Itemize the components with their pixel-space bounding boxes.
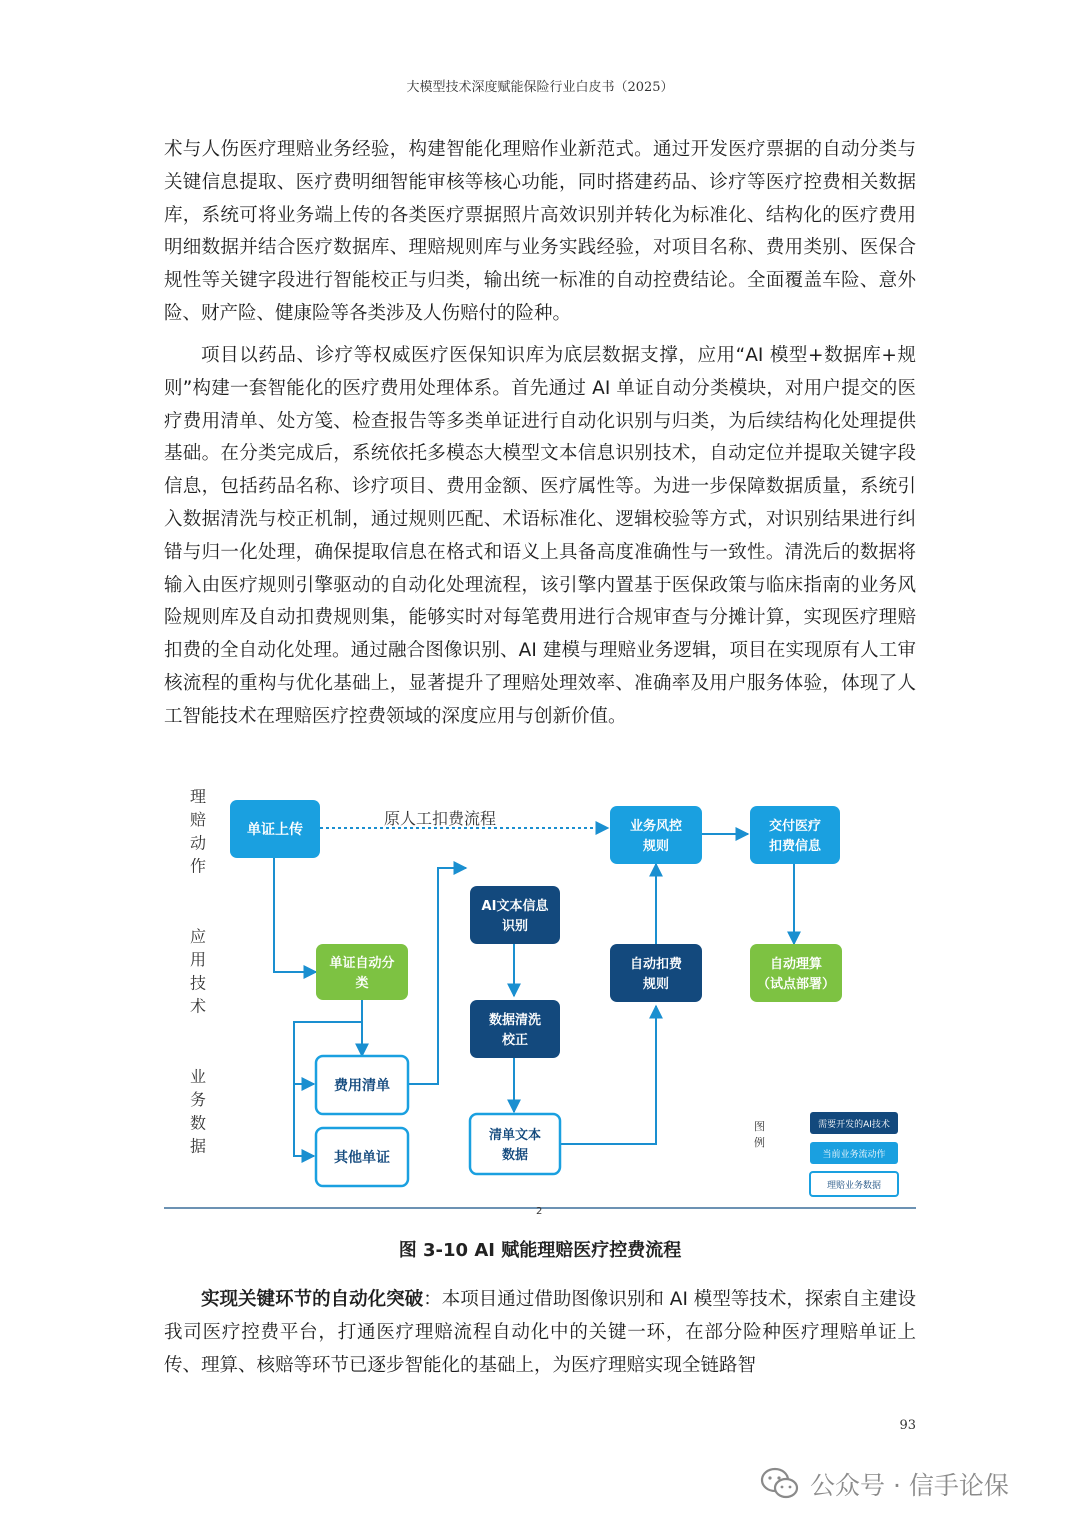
svg-text:单证自动分: 单证自动分 [329, 956, 395, 971]
wechat-watermark [760, 1462, 1009, 1506]
paragraph-3-lead: 实现关键环节的自动化突破 [201, 1289, 424, 1310]
lane-label-action: 理赔动作 [190, 787, 207, 876]
edge-upload-to-classify [274, 858, 316, 972]
node-text-data [470, 1114, 560, 1174]
svg-text:扣费信息: 扣费信息 [768, 839, 822, 854]
edge-fee-to-ai [408, 868, 466, 1084]
svg-text:校正: 校正 [501, 1033, 529, 1048]
svg-text:自动理算: 自动理算 [769, 957, 823, 972]
svg-text:费用清单: 费用清单 [334, 1078, 390, 1094]
wechat-icon [760, 1467, 800, 1501]
paragraph-3 [164, 1284, 916, 1382]
node-auto-calc [750, 944, 842, 1002]
paragraph-3-body: ：本项目通过借助图像识别和 AI 模型等技术，探索自主建设我司医疗控费平台，打通医疗理赔流程自动化中的关键一环，在部分险种医疗理赔单证上传、理算、核赔等环节已逐步智能化的基础上，为医疗理赔实现全链路智 [164, 1289, 916, 1376]
edge-data-to-deduct [560, 1006, 656, 1144]
figure-caption: 图 3-10 AI 赋能理赔医疗控费流程 [398, 1240, 682, 1261]
svg-text:理赔业务数据: 理赔业务数据 [826, 1181, 882, 1191]
paragraph-1: 术与人伤医疗理赔业务经验，构建智能化理赔作业新范式。通过开发医疗票据的自动分类与关键信息提取、医疗费明细智能审核等核心功能，同时搭建药品、诊疗等医疗控费相关数据库，系统可将业务端上传的各类医疗票据照片高效识别并转化为标准化、结构化的医疗费用明细数据并结合医疗数据库、理赔规则库与业务实践经验，对项目名称、费用类别、医保合规性等关键字段进行智能校正与归类，输出统一标准的自动控费结论。全面覆盖车险、意外险、财产险、健康险等各类涉及人伤赔付的险种。 [164, 139, 916, 324]
legend-title: 图例 [754, 1120, 765, 1149]
svg-text:规则: 规则 [642, 977, 670, 992]
node-risk-rules [610, 806, 702, 864]
svg-text:数据: 数据 [501, 1148, 529, 1163]
node-auto-classify [316, 944, 408, 1000]
flow-diagram [164, 780, 916, 1220]
watermark-text: 公众号 · 信手论保 [810, 1471, 1009, 1500]
legend-ai [810, 1112, 898, 1134]
svg-text:清单文本: 清单文本 [488, 1128, 542, 1143]
dashed-flow-label: 原人工扣费流程 [384, 809, 497, 828]
svg-text:单证上传: 单证上传 [247, 822, 303, 838]
svg-text:自动扣费: 自动扣费 [629, 957, 683, 972]
legend-action [810, 1142, 898, 1164]
page-number: 93 [899, 1418, 916, 1433]
figure-page-mark: 2 [536, 1206, 543, 1217]
svg-text:当前业务流动作: 当前业务流动作 [822, 1150, 886, 1160]
svg-text:（试点部署）: （试点部署） [756, 977, 836, 992]
lane-label-tech: 应用技术 [190, 927, 207, 1016]
node-auto-deduct [610, 944, 702, 1002]
svg-text:类: 类 [355, 976, 369, 991]
flow-diagram-svg [164, 780, 916, 1220]
svg-text:识别: 识别 [501, 919, 529, 934]
paragraph-2: 项目以药品、诊疗等权威医疗医保知识库为底层数据支撑，应用“AI 模型+数据库+规则”构建一套智能化的医疗费用处理体系。首先通过 AI 单证自动分类模块，对用户提交的医疗费用清单、处方笺、检查报告等多类单证进行自动化识别与归类，为后续结构化处理提供基础。在分类完成后，系统依托多模态大模型文本信息识别技术，自动定位并提取关键字段信息，包括药品名称、诊疗项目、费用金额、医疗属性等。为进一步保障数据质量，系统引入数据清洗与校正机制，通过规则匹配、术语标准化、逻辑校验等方式，对识别结果进行纠错与归一化处理，确保提取信息在格式和语义上具备高度准确性与一致性。清洗后的数据将输入由医疗规则引擎驱动的自动化处理流程，该引擎内置基于医保政策与临床指南的业务风险规则库及自动扣费规则集，能够实时对每笔费用进行合规审查与分摊计算，实现医疗理赔扣费的全自动化处理。通过融合图像识别、AI 建模与理赔业务逻辑，项目在实现原有人工审核流程的重构与优化基础上，显著提升了理赔处理效率、准确率及用户服务体验，体现了人工智能技术在理赔医疗控费领域的深度应用与创新价值。 [164, 345, 916, 727]
svg-text:需要开发的AI技术: 需要开发的AI技术 [818, 1120, 890, 1130]
node-upload [230, 800, 320, 858]
svg-text:其他单证: 其他单证 [334, 1150, 390, 1166]
node-data-clean [470, 1000, 560, 1058]
svg-text:交付医疗: 交付医疗 [768, 819, 822, 834]
svg-text:AI文本信息: AI文本信息 [481, 899, 549, 914]
svg-text:规则: 规则 [642, 839, 670, 854]
node-other-docs [316, 1128, 408, 1186]
svg-text:业务风控: 业务风控 [629, 819, 683, 834]
svg-text:数据清洗: 数据清洗 [488, 1013, 542, 1028]
node-deliver [750, 806, 840, 864]
node-fee-list [316, 1056, 408, 1114]
lane-label-data: 业务数据 [190, 1067, 207, 1156]
page-header: 大模型技术深度赋能保险行业白皮书（2025） [406, 80, 674, 95]
edge-loop-other [294, 1084, 314, 1156]
node-ai-text [470, 886, 560, 944]
legend-data [810, 1172, 898, 1196]
